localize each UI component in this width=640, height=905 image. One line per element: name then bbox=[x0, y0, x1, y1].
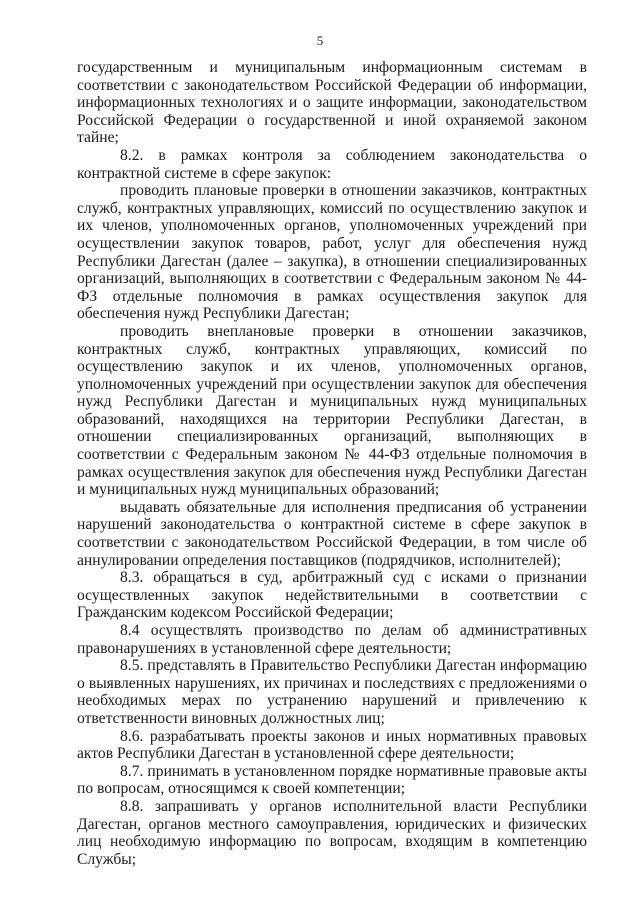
paragraph-unplanned-inspections: проводить внеплановые проверки в отношении заказчиков, контрактных служб, контрактных управляющих, комиссий по осуществлению закупок и их членов, уполномоченных органов, уполномоченных учреждений при осуществлении закупок для обеспечения нужд Республики Дагестан и муниципальных нужд муниципальных образований, находящихся на территории Республики Дагестан, в отношении специализированных организаций, выполняющих в соответствии с Федеральным законом № 44-ФЗ отдельные полномочия в рамках осуществления закупок для обеспечения нужд Республики Дагестан и муниципальных нужд муниципальных образований; bbox=[77, 322, 587, 499]
paragraph-8-8: 8.8. запрашивать у органов исполнительной власти Республики Дагестан, органов местного самоуправления, юридических и физических лиц необходимую информацию по вопросам, входящим в компетенцию Службы; bbox=[77, 797, 587, 868]
page-number: 5 bbox=[316, 33, 324, 48]
paragraph-8-4: 8.4 осуществлять производство по делам об административных правонарушениях в установленной сфере деятельности; bbox=[77, 622, 587, 657]
paragraph-8-3: 8.3. обращаться в суд, арбитражный суд с исками о признании осуществленных закупок недействительными в соответствии с Гражданским кодексом Российской Федерации; bbox=[77, 569, 587, 622]
paragraph-8-2: 8.2. в рамках контроля за соблюдением законодательства о контрактной системе в сфере закупок: bbox=[77, 146, 587, 182]
paragraph-8-7: 8.7. принимать в установленном порядке нормативные правовые акты по вопросам, относящимся к своей компетенции; bbox=[77, 762, 587, 798]
paragraph-planned-inspections: проводить плановые проверки в отношении заказчиков, контрактных служб, контрактных управляющих, комиссий по осуществлению закупок и их членов, уполномоченных органов, уполномоченных учреждений при осуществлении закупок товаров, работ, услуг для обеспечения нужд Республики Дагестан (далее – закупка), в отношении специализированных организаций, выполняющих в соответствии с Федеральным законом № 44-ФЗ отдельные полномочия в рамках осуществления закупок для обеспечения нужд Республики Дагестан; bbox=[77, 182, 587, 323]
document-body bbox=[77, 59, 587, 868]
paragraph-continuation: государственным и муниципальным информационным системам в соответствии с законодательством Российской Федерации об информации, информационных технологиях и о защите информации, законодательством Российской Федерации о государственной и иной охраняемой законом тайне; bbox=[77, 59, 587, 147]
paragraph-8-6: 8.6. разрабатывать проекты законов и иных нормативных правовых актов Республики Дагестан в установленной сфере деятельности; bbox=[77, 727, 587, 763]
paragraph-8-5: 8.5. представлять в Правительство Республики Дагестан информацию о выявленных нарушениях, их причинах и последствиях с предложениями о необходимых мерах по устранению нарушений и привлечению к ответственности виновных должностных лиц; bbox=[77, 657, 587, 727]
paragraph-issue-orders: выдавать обязательные для исполнения предписания об устранении нарушений законодательства о контрактной системе в сфере закупок в соответствии с законодательством Российской Федерации, в том числе об аннулировании определения поставщиков (подрядчиков, исполнителей); bbox=[77, 498, 587, 569]
